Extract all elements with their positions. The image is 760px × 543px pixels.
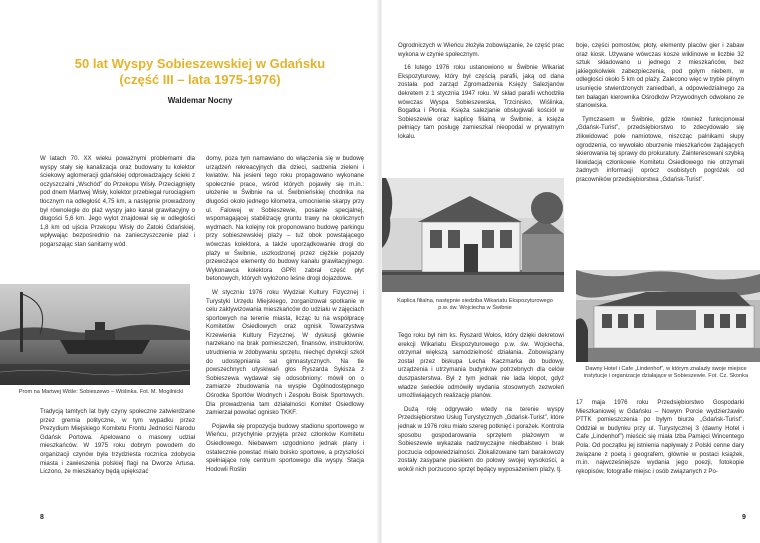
- paragraph: 17 maja 1976 roku Przedsiębiorstwo Gospodarki Mieszkaniowej w Gdańsku – Nowym Porcie wydzierżawiło PTTK pomieszczenia po byłym biurze „Gdańsk-Turist”. Oddział w budynku przy ul. Turystycznej 3 (dawny Hotel i Cafe „Lindenhof”) mieścić się miała Izba Pamięci Wincentego Pola. Od początku jej istnienia napływały z Polski cenne dary związane z poetą i geografem, głównie w postaci książek, m.in. najwcześniejsze wydania jego poezji, fotokopie rękopisów, fotografie miejsc i osób związanych z Po-: [576, 399, 744, 475]
- paragraph: Tego roku był nim ks. Ryszard Wołos, który dzięki dekretowi erekcji Wikariatu Ekspozyturowego p.w. św. Wojciecha, otrzymał większą samodzielność działania. Zobowiązany został przez biskupa Lecha Kaczmarka do budowy, urządzenia i utrzymania budynków potrzebnych dla celów duszpasterstwa. Był z tym jednak nie lada kłopot, gdyż władze świeckie odmówiły wydania stosownych zezwoleń umożliwiających realizację planów.: [398, 332, 564, 400]
- paragraph: domy, poza tym namawiano do włączenia się w budowę urządzeń rekreacyjnych dla dzieci, sadzenia zieleni i kwiatów. Na jesieni tego roku propagowano wykonane społecznie prace, wśród których pojawiły się m.in.: ułożenie w Świbnie na ul. Świbnieńskiej chodnika na długości około jednego kilometra, umocnienie skarpy przy ul. Falowej w Sobieszewie, posianie specjalnej, wspomagającej stabilizację gruntu trawy na okolicznych wydmach. Na kolejny rok proponowano budowę parkingu przy sobieszewskiej plaży – tuż obok powstającego wówczas kolektora, a także uporządkowanie drogi do plaży w Świbnie, uszkodzonej przez ciężkie pojazdy przewożące elementy do budowy kanału grawitacyjnego. Wykonawca kolektora GPRI zabrał część płyt betonowych, których wyłożono leśne drogi dojazdowe.: [206, 155, 364, 283]
- paragraph: boje, części pomostów, płoty, elementy placów gier i zabaw oraz kiosk. Używane wówczas kosze wiklinowe w liczbie 32 sztuk składowano u jednego z mieszkańców, bez jakiegokolwiek zabezpieczenia, pod gołym niebem, w odległości około 5 km od plaży. Zalecono więc w trybie pilnym usunięcie stwierdzonych zaniedbań, a odpowiedzialnego za ten bałagan kierownika Ośrodków Przywodnych odwołano ze stanowiska.: [576, 42, 744, 110]
- paragraph: Dużą rolę odgrywało wtedy na terenie wyspy Przedsiębiorstwo Usług Turystycznych „Gdańsk-Turist”, które jednak w 1976 roku miało szereg potknięć i porażek. Kontrola sposobu gospodarowania sprzętem plażowym w Sobieszewie wykazała nadzwyczajne niedbałstwo i brak poczucia odpowiedzialności. Zlokalizowane tam barakowozy zostały zasypane piaskiem do połowy swojej wysokości, a wokół nich porzucono sprzęt będący wyposażeniem plaży, tj.: [398, 405, 564, 473]
- paragraph: Ogrodniczych w Wieńcu złożyła zobowiązanie, że część prac wykona w czynie społecznym.: [398, 42, 564, 58]
- chapel-photo-illustration: [382, 178, 564, 292]
- photo-ferry-caption: Prom na Martwej Wiśle: Sobieszewo – Wiślinka. Fot. M. Mogilnicki: [18, 389, 184, 395]
- paragraph: Tymczasem w Świbnie, gdzie również funkcjonował „Gdańsk-Turist”, przedsiębiorstwo to zdecydowało się zlikwidować pole namiotowe, niszcząc palnikami słupy ogrodzenia, co wywołało oburzenie mieszkańców żądających skierowania tej sprawy do prokuratury. Zainteresowani szybką likwidacją członkowie Komitetu Osiedlowego nie otrzymali żadnych informacji oprócz osobistych pogróżek od pracowników przedsiębiorstwa „Gdańsk-Turist”.: [576, 115, 744, 183]
- paragraph: W latach 70. XX wieku poważnymi problemami dla wyspy stały się kanalizacja oraz budowany tu kolektor ściekowy aglomeracji gdańskiej odprowadzający ścieki z oczyszczalni „Wschód” do Przekopu Wisły. Przeciągnięty pod dnem Martwej Wisły, kolektor przebiegał rurociągiem tłocznym na odległość 4,75 km, a następnie prowadzony był równolegle do plaż wyspy jako kanał grawitacyjny o długości 5,6 km. Jego wylot znajdował się w odległości 1,8 km od ujścia Przekopu Wisły do Zatoki Gdańskiej, wpływając bezpośrednio na zanieczyszczenie plaż i pogarszając stan sanitarny wód.: [40, 155, 195, 248]
- article-title-line2: (część III – lata 1975-1976): [119, 72, 281, 87]
- article-title: [40, 56, 360, 88]
- right-col1-bottom: [398, 332, 564, 475]
- article-author: Waldemar Nocny: [167, 96, 233, 105]
- right-col2-bottom: [576, 399, 744, 476]
- paragraph: W styczniu 1976 roku Wydział Kultury Fizycznej i Turystyki Urzędu Miejskiego, zorganizował spotkanie w celu zaktywizowania mieszkańców do udziału w zajęciach sportowych na terenie miasta, licząc tu na współpracę Komitetów Osiedlowych oraz ognisk Towarzystwa Krzewienia Kultury Fizycznej. W dyskusji głównie narzekano na brak pomieszczeń, finansów, instruktorów, utrudnienia w zdobywaniu sprzętu, niechęć dyrekcji szkół do udostępniania sal gimnastycznych. Na tle powszechnych utyskiwań głos Ryszarda Sykisza z Sobieszewa wydawał się odosobniony: mówił on o zamiarze zbudowania na wyspie Ogólnodostępnego Ośrodka Sportów Wodnych i Zespołu Boisk Sportowych. Dla prowadzenia tam działalności Komitet Osiedlowy zamierzał powołać ognisko TKKF.: [206, 288, 364, 417]
- photo-hotel-caption: Dawny Hotel i Cafe „Lindenhof”, w którym znalazły swoje miejsce instytucje i organizacje działające w Sobieszewie. Fot. Cz. Skonka: [583, 366, 749, 380]
- paragraph: 16 lutego 1976 roku ustanowiono w Świbnie Wikariat Ekspozyturowy, który był częścią parafii, jaką od dana została pod zarząd Zgromadzenia Księży Salezjanów dekretem z 1 stycznia 1947 roku. W skład parafii wchodziła wówczas Wyspa Sobieszewska, Trzcinisko, Wiślinka, Bogatka i Płonia. Księża salezjanie obsługiwali kościół w Sobieszewie oraz kaplicę filialną w Świbnie, a księża pełniący tam posługę zamieszkał nieopodal w prywatnym lokalu.: [398, 64, 564, 140]
- right-col1-top: [398, 42, 564, 142]
- paragraph: Pojawiła się propozycja budowy stadionu sportowego w Wieńcu, przychylnie przyjęta przez członków Komitetu Osiedlowego. Niebawem uzgodniono jednak plany i ostatecznie powstać miało boisko sportowe, a przyszłości spełniające rolę centrum sportowego dla wyspy. Stacja Hodowli Roślin: [206, 422, 364, 473]
- left-col2: [206, 155, 364, 474]
- article-title-line1: 50 lat Wyspy Sobieszewskiej w Gdańsku: [74, 56, 326, 71]
- left-page: [0, 0, 378, 543]
- page-number-left: 8: [40, 514, 44, 521]
- photo-ferry: [0, 284, 190, 385]
- photo-chapel: [382, 178, 564, 292]
- left-col1-top: [40, 155, 195, 250]
- right-col2-top: [576, 42, 744, 185]
- page-number-right: 9: [742, 514, 746, 521]
- ferry-photo-illustration: [0, 284, 190, 385]
- paragraph: Tradycją tamtych lat były czyny społeczne zatwierdzane przez gremia polityczne, w tym wypadku przez Prezydium Miejskiego Komitetu Frontu Jedności Narodu Gdańsk Portowa. Apelowano o masowy udział mieszkańców. W 1975 roku dobrym powodem do organizacji czynów była trzydziesta rocznica zdobycia miasta i zawieszenia polskiej flagi na Dworze Artusa. Liczono, że mieszkańcy będą upiększać: [40, 408, 195, 476]
- hotel-photo-illustration: [576, 270, 760, 362]
- right-page: [382, 0, 760, 543]
- photo-chapel-caption: Kaplica filialna, następnie siedziba Wikariatu Ekspozyturowego p.w. św. Wojciecha w Świbnie: [397, 298, 553, 312]
- photo-hotel-lindenhof: [576, 270, 760, 362]
- left-col1-bottom: [40, 408, 195, 477]
